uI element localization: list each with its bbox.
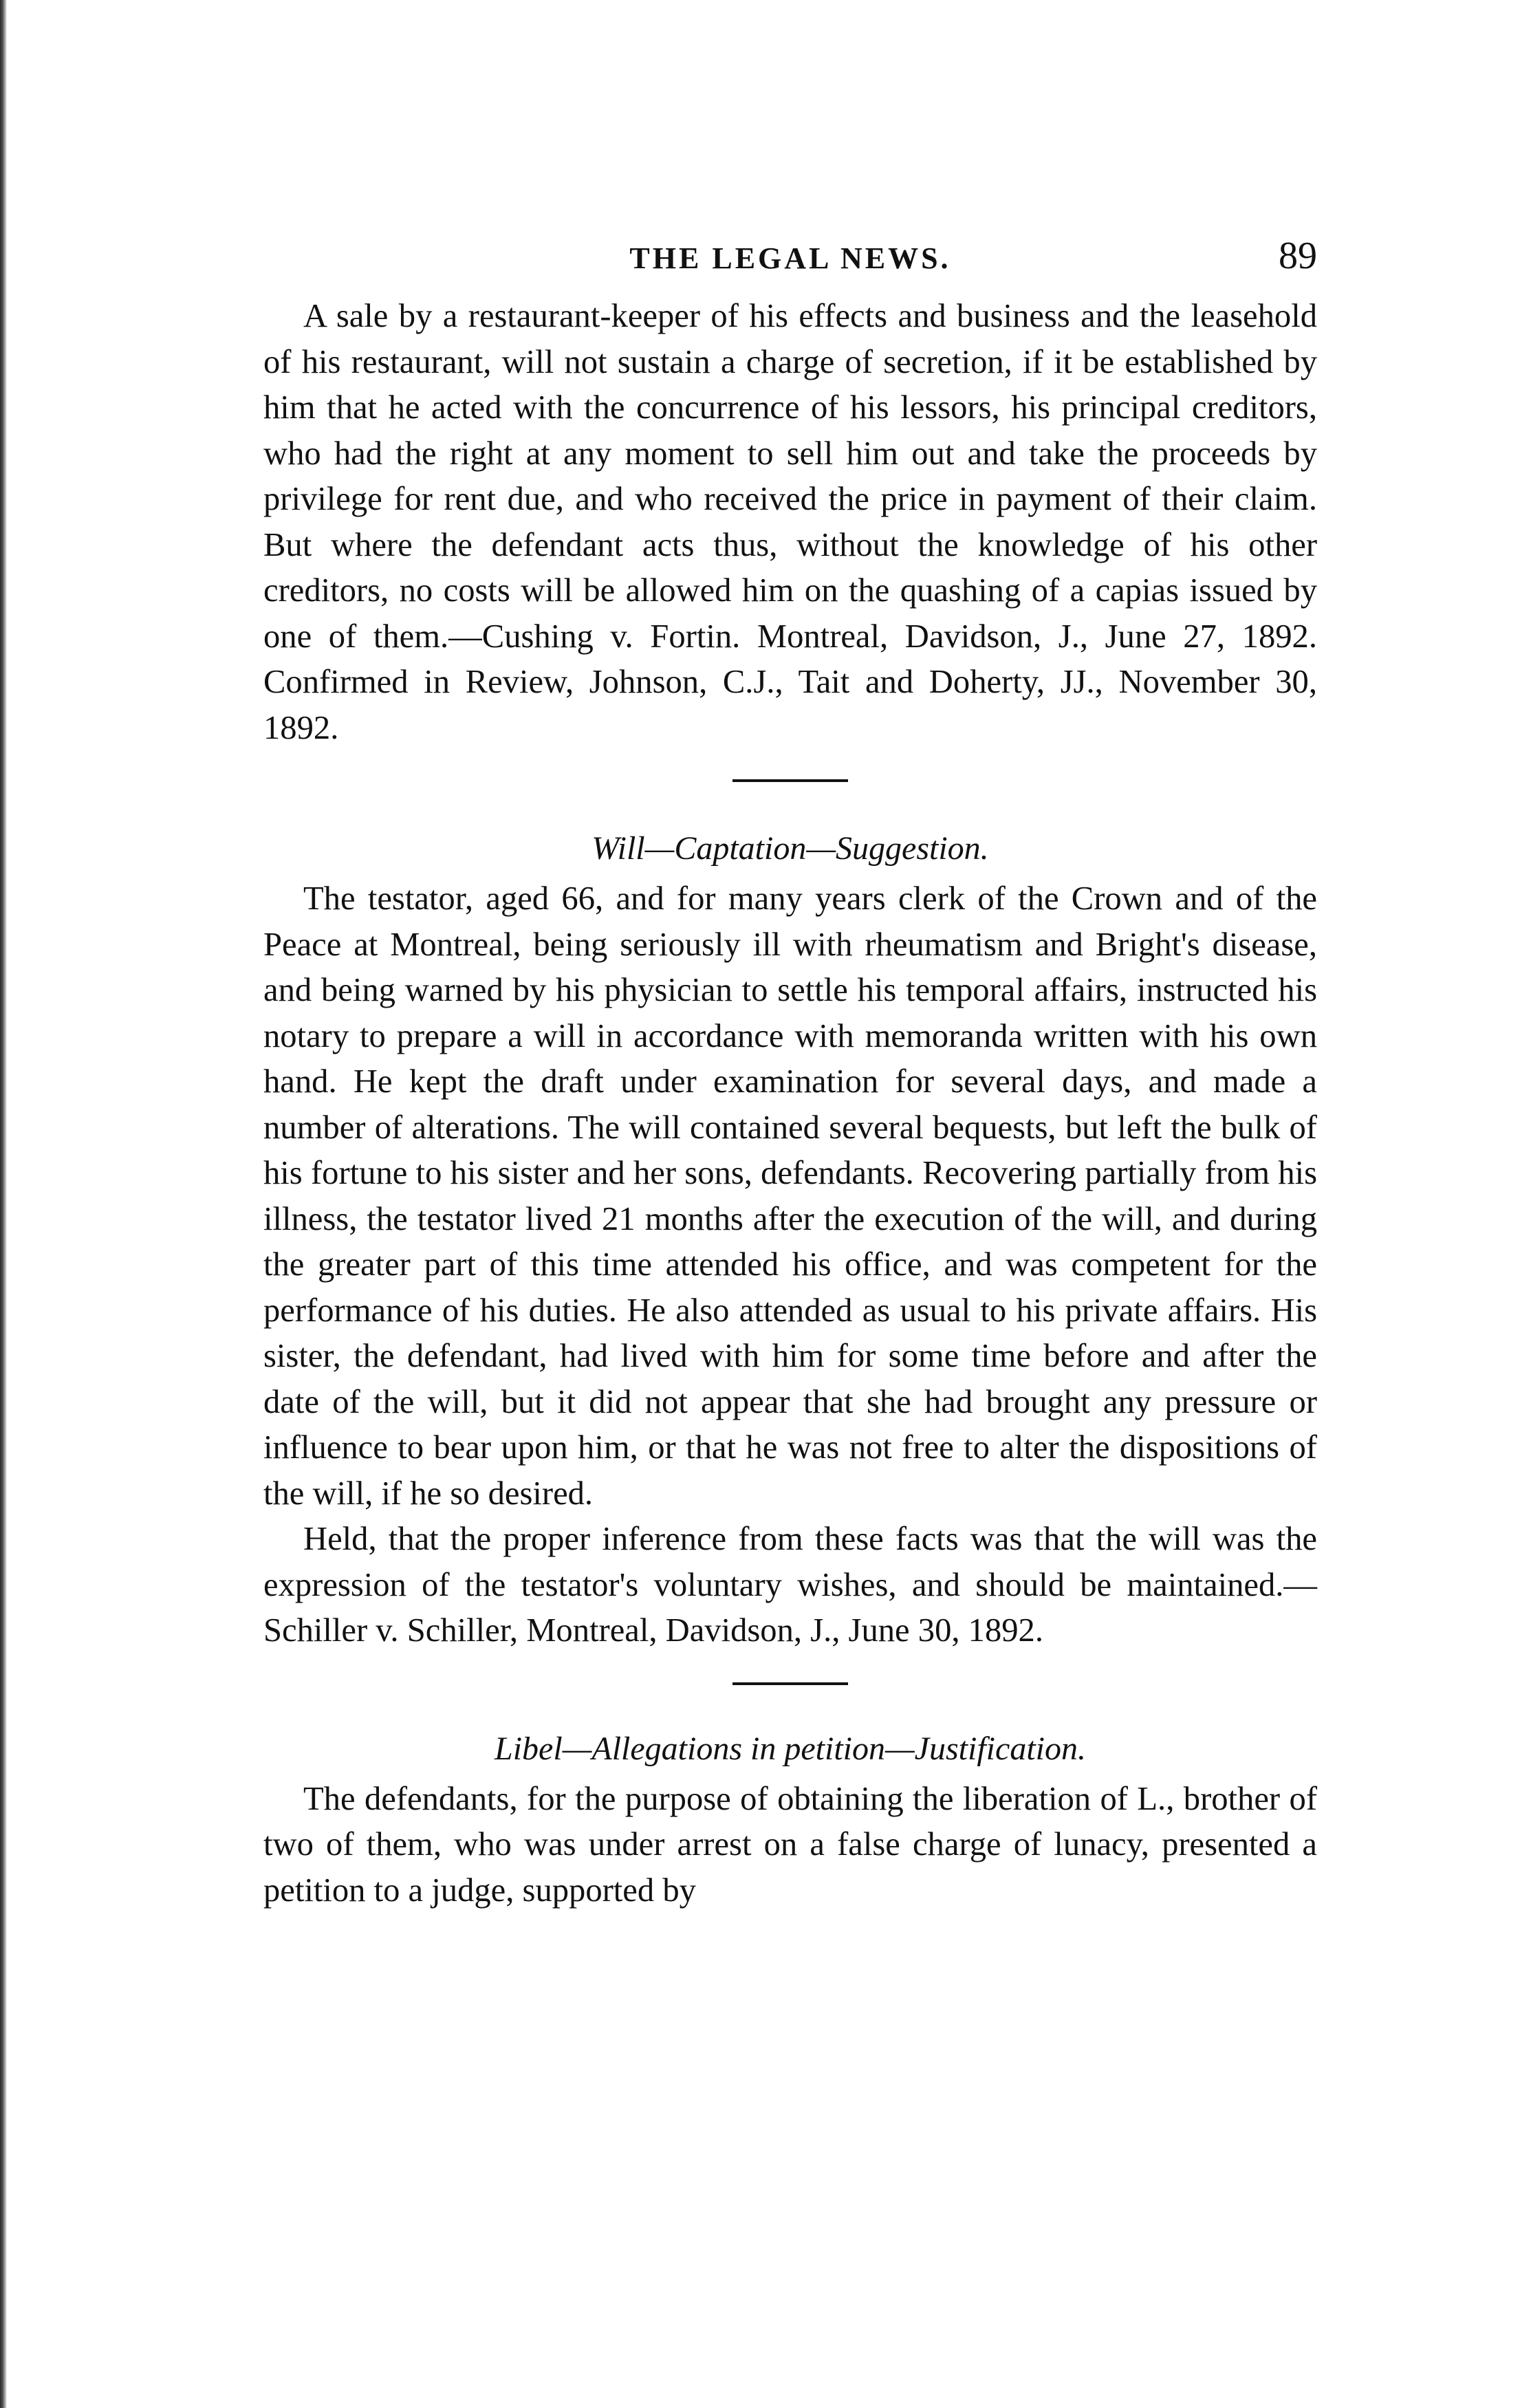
paragraph-defendants: The defendants, for the purpose of obtaining the liberation of L., brother of two of them, who was under arrest on a false charge of lunacy, presented a petition to a judge, supported by — [263, 1779, 1317, 1909]
document-page — [263, 234, 1317, 1913]
running-title: THE LEGAL NEWS. — [629, 241, 951, 275]
paragraph-held: Held, that the proper inference from these facts was that the will was the expression of the testator's voluntary wishes, and should be maintained.—Schiller v. Schiller, Montreal, Davidson, J., June 30, 1892. — [263, 1520, 1317, 1649]
scan-edge — [0, 0, 7, 2408]
page-number: 89 — [1279, 235, 1317, 277]
paragraph-testator: The testator, aged 66, and for many years clerk of the Crown and of the Peace at Montreal, being seriously ill with rheumatism and Bright's disease, and being warned by his physician to settle his temporal affairs, instructed his notary to prepare a will in accordance with memoranda written with his own hand. He kept the draft under examination for several days, and made a number of alterations. The will contained several bequests, but left the bulk of his fortune to his sister and her sons, defendants. Recovering partially from his illness, the testator lived 21 months after the execution of the will, and during the greater part of this time attended his office, and was competent for the performance of his duties. He also attended as usual to his private affairs. His sister, the defendant, had lived with him for some time before and after the date of the will, but it did not appear that she had brought any pressure or influence to bear upon him, or that he was not free to alter the dispositions of the will, if he so desired. — [263, 880, 1317, 1512]
running-head — [263, 234, 1317, 289]
section-heading-libel: Libel—Allegations in petition—Justification. — [495, 1730, 1086, 1767]
section-divider — [732, 779, 848, 782]
section-heading-will: Will—Captation—Suggestion. — [591, 830, 989, 867]
section-divider — [732, 1682, 848, 1685]
paragraph-secretion-case: A sale by a restaurant-keeper of his effects and business and the leasehold of his restaurant, will not sustain a charge of secretion, if it be established by him that he acted with the concurrence of his lessors, his principal creditors, who had the right at any moment to sell him out and take the proceeds by privilege for rent due, and who received the price in payment of their claim. But where the defendant acts thus, without the knowledge of his other creditors, no costs will be allowed him on the quashing of a capias issued by one of them.—Cushing v. Fortin. Montreal, Davidson, J., June 27, 1892. Confirmed in Review, Johnson, C.J., Tait and Doherty, JJ., November 30, 1892. — [263, 297, 1317, 746]
